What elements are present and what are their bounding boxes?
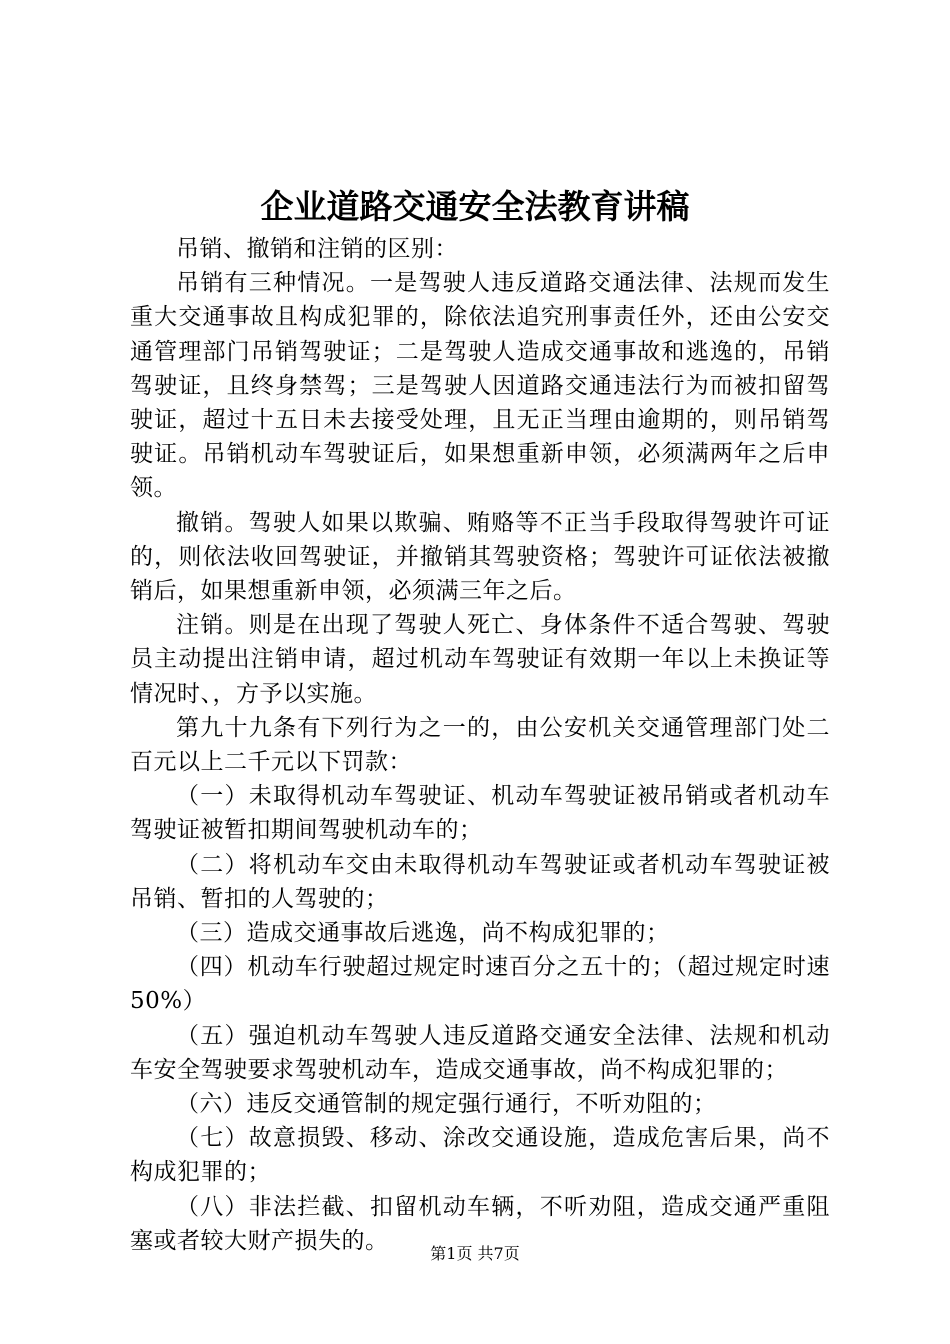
list-item-1: （一）未取得机动车驾驶证、机动车驾驶证被吊销或者机动车驾驶证被暂扣期间驾驶机动车的； [130, 783, 830, 844]
list-item-2: （二）将机动车交由未取得机动车驾驶证或者机动车驾驶证被吊销、暂扣的人驾驶的； [130, 851, 830, 912]
paragraph-revocation: 吊销有三种情况。一是驾驶人违反道路交通法律、法规而发生重大交通事故且构成犯罪的，除依法追究刑事责任外，还由公安交通管理部门吊销驾驶证；二是驾驶人造成交通事故和逃逸的，吊销驾驶证，且终身禁驾；三是驾驶人因道路交通违法行为而被扣留驾驶证，超过十五日未去接受处理，且无正当理由逾期的，则吊销驾驶证。吊销机动车驾驶证后，如果想重新申领，必须满两年之后申领。 [130, 270, 830, 502]
list-item-3: （三）造成交通事故后逃逸，尚不构成犯罪的； [176, 920, 670, 947]
document-body [130, 232, 830, 1258]
document-title: 企业道路交通安全法教育讲稿 [260, 187, 690, 226]
page-number-footer: 第1页 共7页 [430, 1244, 520, 1263]
paragraph-deregistration: 注销。则是在出现了驾驶人死亡、身体条件不适合驾驶、驾驶员主动提出注销申请，超过机动车驾驶证有效期一年以上未换证等情况时、，方予以实施。 [130, 612, 830, 707]
list-item-8: （八）非法拦截、扣留机动车辆，不听劝阻，造成交通严重阻塞或者较大财产损失的。 [130, 1193, 830, 1254]
paragraph-cancellation: 撤销。驾驶人如果以欺骗、贿赂等不正当手段取得驾驶许可证的，则依法收回驾驶证，并撤销其驾驶资格；驾驶许可证依法被撤销后，如果想重新申领，必须满三年之后。 [130, 509, 830, 605]
list-item-7: （七）故意损毁、移动、涂改交通设施，造成危害后果，尚不构成犯罪的； [130, 1125, 830, 1186]
list-item-4: （四）机动车行驶超过规定时速百分之五十的；（超过规定时速50%） [130, 954, 830, 1015]
paragraph-article-99: 第九十九条有下列行为之一的，由公安机关交通管理部门处二百元以上二千元以下罚款： [130, 714, 830, 776]
list-item-6: （六）违反交通管制的规定强行通行，不听劝阻的； [176, 1091, 717, 1118]
paragraph-intro: 吊销、撤销和注销的区别： [176, 236, 458, 262]
list-item-5: （五）强迫机动车驾驶人违反道路交通安全法律、法规和机动车安全驾驶要求驾驶机动车，造成交通事故，尚不构成犯罪的； [130, 1022, 830, 1083]
